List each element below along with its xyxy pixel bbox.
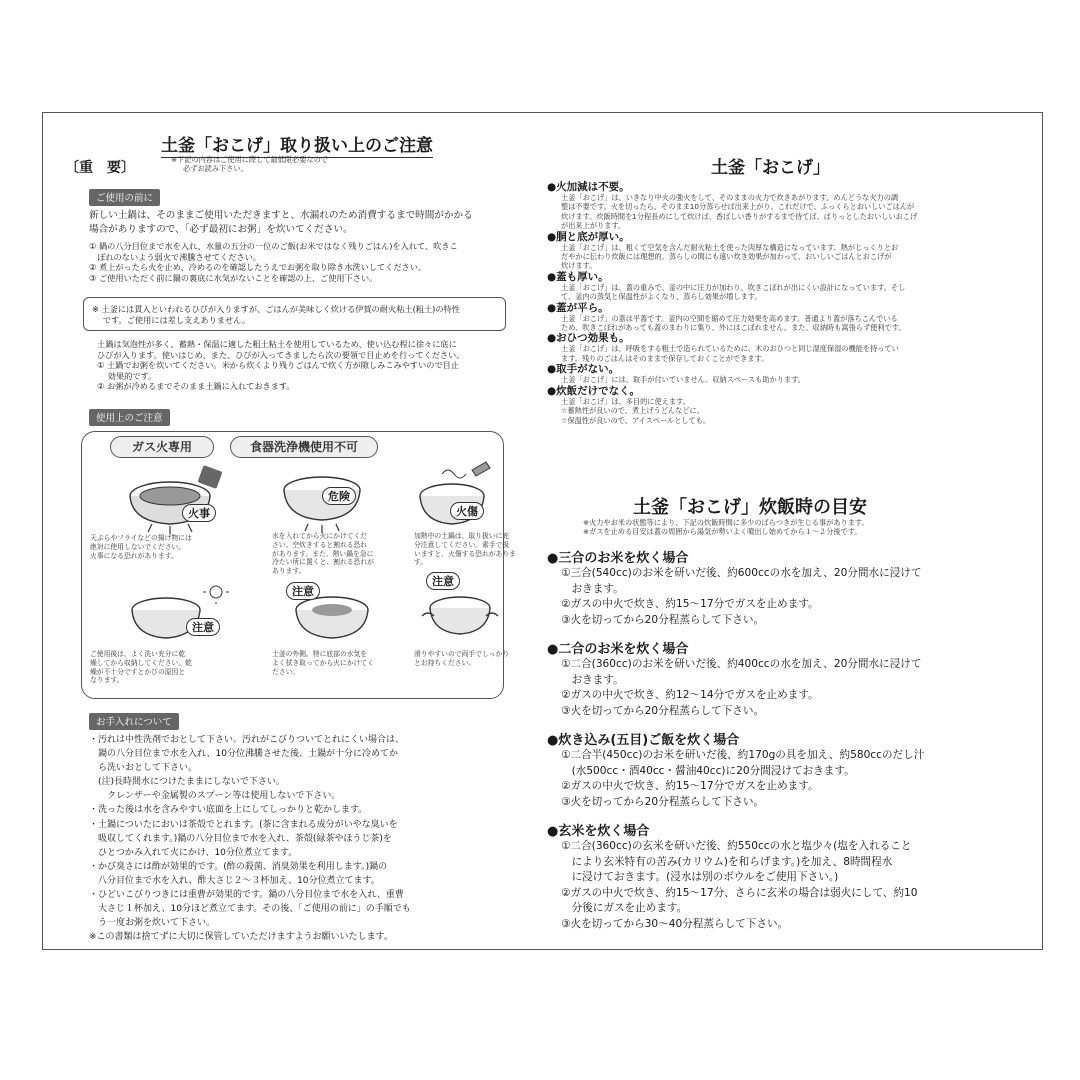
important-heading: 〔重 要〕 [65,160,135,176]
caption-two-hands: 滑りやすいので両手でしっかり とお持ちください。 [414,650,510,667]
two-hands-illustration [418,582,504,648]
feature-7: ●炊飯だけでなく。 土釜「おこげ」は、多目的に使えます。 ☆蓄熱性が良いので、煮上げうどんなどに。 ☆保温性が良いので、アイスペールとしても。 [547,384,711,425]
caption-hot-pot: 加熱中の土鍋は、取り扱いに充 分注意してください。素手で扱 いますと、火傷する恐れがありま す。 [414,532,516,567]
cooking-guide [547,547,1037,932]
section-takikomi: ●炊き込み(五目)ご飯を炊く場合 ①二合半(450cc)のお米を研いだ後、約170gの具を加え、約580ccのだし汁 (水500cc・酒40cc・醤油40cc)に20分間浸けておきます。 ②ガスの中火で炊き、約15～17分でガスを止めます。 ③火を切ってから20分程蒸らして下さい。 [547,733,925,808]
guide-notes: ※火力やお米の状態等により、下記の炊飯時間に多少のばらつきが生じる事があります。 ※ガスを止める目安は蓋の周囲から湯気が勢いよく噴出し始めてから１～２分後です。 [583,518,869,537]
caption-wiping: 土釜の外側、特に底部の水気を よく拭き取ってから火にかけてく ださい。 [272,650,374,676]
sealing-instructions: 土鍋は気泡性が多く、蓄熱・保温に適した粗土粘土を使用しているため、使い込む程に徐々に底に ひびが入ります。使いはじめ、また、ひびが入ってきましたら次の要領で目止めを行ってください。 ① 土鍋でお粥を炊いてください。米から炊くより残りごはんで炊く方が隙しみこみやすいので目止 効果的です。 ② お粥が冷めるまでそのまま土鍋に入れておきます。 [97,339,465,392]
caption-frying: 天ぷらやフライなどの揚げ物には 絶対に使用しないでください。 火事になる恐れがあります。 [90,534,192,560]
section-two-go: ●二合のお米を炊く場合 ①二合(360cc)のお米を研いだ後、約400ccの水を加え、20分間水に浸けて おきます。 ②ガスの中火で炊き、約12～14分でガスを止めます。 ③火を切ってから20分程蒸らして下さい。 [547,642,922,717]
drying-pot-illustration [122,582,232,650]
frying-pot-illustration [122,462,232,534]
feature-2: ●胴と底が厚い。 土釜「おこげ」は、粗くて空気を含んだ耐火粘土を使った肉厚な構造になっています。熱がじっくりとお だやかに伝わり炊飯には理想的。蒸らしの間にも遠い炊き効果が加わって、おいしいごはんとおこげが 炊けます。 [547,230,899,271]
porridge-steps: ① 鍋の八分目位まで水を入れ、水量の五分の一位のご飯(お米ではなく残りごはん)を入れて、吹きこ ぼれのないよう弱火で沸騰させてください。 ② 煮上がったら火を止め、冷めるのを確認したうえでお粥を取り除き水洗いしてください。 ③ ご使用いただく前に鍋の裏底に水気がないことを確認の上、ご使用下さい。 [89,241,458,283]
feature-6: ●取手がない。 土釜「おこげ」には、取手が付いていません。収納スペースも助かります。 [547,363,805,385]
feature-4: ●蓋が平ら。 土釜「おこげ」の蓋は平蓋です。釜内の空間を縮めて圧力効果を高めます。普通より蓋が落ちこんでいる ため、吹きこぼれがあっても蓋のまわりに集り、外にはこぼれません。また、収納時も嵩張らず便利です。 [547,301,906,333]
hot-pot-illustration [412,456,502,534]
danger-badge: 危険 [322,487,356,505]
section-brown-rice: ●玄米を炊く場合 ①二合(360cc)の玄米を研いだ後、約550ccの水と塩少々(塩を入れること により玄米特有の苦み(カリウム)を和らげます。)を加え、8時間程水 に浸けておきます。(浸水は別のボウルをご使用下さい。) ②ガスの中火で炊き、約15～17分、さらに玄米の場合は弱火にして、約10 分後にガスを止めます。 ③火を切ってから30～40分程蒸らして下さい。 [547,824,918,930]
caution-badge-1: 注意 [186,618,220,636]
guide-title: 土釜「おこげ」炊飯時の目安 [633,497,867,518]
instruction-sheet [42,112,1043,950]
maintenance-list: ・汚れは中性洗剤でおとして下さい。汚れがこびりついてとれにくい場合は、 鍋の八分目位まで水を入れ、10分位沸騰させた後、土鍋が十分に冷めてか ら洗いおとして下さい。 (注)長時間水につけたままにしないで下さい。 クレンザーや金属製のスプーン等は使用しないで下さい。 ・洗った後は水を含みやすい底面を上にしてしっかりと乾かします。 ・土鍋についたにおいは茶殻でとれます。(茶に含まれる成分がいやな臭いを 吸収してくれます。)鍋の八分目位まで水を入れ、茶殻(緑茶やほうじ茶)を ひとつかみ入れて火にかけ、10分位煮立てます。 ・かび臭さには酢が効果的です。(酢の殺菌、消臭効果を利用します。)鍋の 八分目位まで水を入れ、酢大さじ２～３杯加え、10分位煮立てます。 ・ひどいこびりつきには重曹が効果的です。鍋の八分目位まで水を入れ、重曹 大さじ１杯加え、10分ほど煮立てます。その後、「ご使用の前に」の手順でも う一度お粥を炊いて下さい。 ※この書類は捨てずに大切に保管していただけますようお願いいたします。 [89,735,411,943]
usage-caution-label: 使用上のご注意 [89,409,170,426]
caption-drying: ご使用後は、よく洗い充分に乾 燥してから収納してください。乾 燥が不十分ですとかびの原因と なります。 [90,650,192,685]
burn-badge: 火傷 [450,502,484,520]
left-title: 土釜「おこげ」取り扱い上のご注意 [161,131,433,158]
crack-note-box: ※ 土釜には貫入といわれるひびが入りますが、ごはんが美味しく炊ける伊賀の耐火粘土(粗土)の特性 です。ご使用には差し支えありません。 [83,297,506,331]
feature-3: ●蓋も厚い。 土釜「おこげ」は、蓋の重みで、釜の中に圧力が加わり、吹きこぼれが出にくい設計になっています。そし て、釜内の蒸気と保温性がよくなり、蒸らし効果が増します。 [547,270,906,302]
maintenance-label: お手入れについて [89,713,179,730]
features-list [547,181,1037,425]
left-panel [43,113,522,949]
usage-caution-box [81,431,516,699]
fire-badge: 火事 [182,504,216,522]
title-note: ※下記の内容はご使用に際して最低限必要なので 必ずお読み下さい。 [171,155,328,174]
caption-empty-heating: 水を入れてから火にかけてくだ さい。空炊きすると割れる恐れ があります。また、熱い鍋を急に 冷たい所に置くと、割れる恐れが あります。 [272,532,374,576]
right-title: 土釜「おこげ」 [711,158,830,178]
caution-badge-3: 注意 [426,572,460,590]
section-three-go: ●三合のお米を炊く場合 ①三合(540cc)のお米を研いだ後、約600ccの水を加え、20分間水に浸けて おきます。 ②ガスの中火で炊き、約15～17分でガスを止めます。 ③火を切ってから20分程蒸らして下さい。 [547,551,922,626]
right-panel [523,113,1044,949]
before-use-label: ご使用の前に [89,189,160,206]
caution-badge-2: 注意 [286,582,320,600]
no-dishwasher-pill: 食器洗浄機使用不可 [230,436,378,458]
feature-1: ●火加減は不要。 土釜「おこげ」は、いきなり中火の強火をして、そのままの火力で炊きあがります。めんどうな火力の調 整は不要です。火を切ったら、そのまま10分蒸らせば出来上がり。これだけで、ふっくらとおいしいごはんが 炊けます。炊飯時間を1分程長めにして炊けば、香ばしい香りがするまで待てば、ぱりっとしたおいしいおこげ が出来上がります。 [547,181,918,231]
gas-only-pill: ガス火専用 [110,436,214,458]
feature-5: ●おひつ効果も。 土釜「おこげ」は、呼吸をする粗土で造られているために、木のおひつと同じ湿度保湿の機能を持ってい ます。残りのごはんはそのままで保存しておくことができます。 [547,332,899,363]
before-use-intro: 新しい土鍋は、そのままご使用いただきますと、水漏れのため消費するまで時間がかかる 場合がありますので、「必ず最初にお粥」を炊いてください。 [89,210,473,236]
